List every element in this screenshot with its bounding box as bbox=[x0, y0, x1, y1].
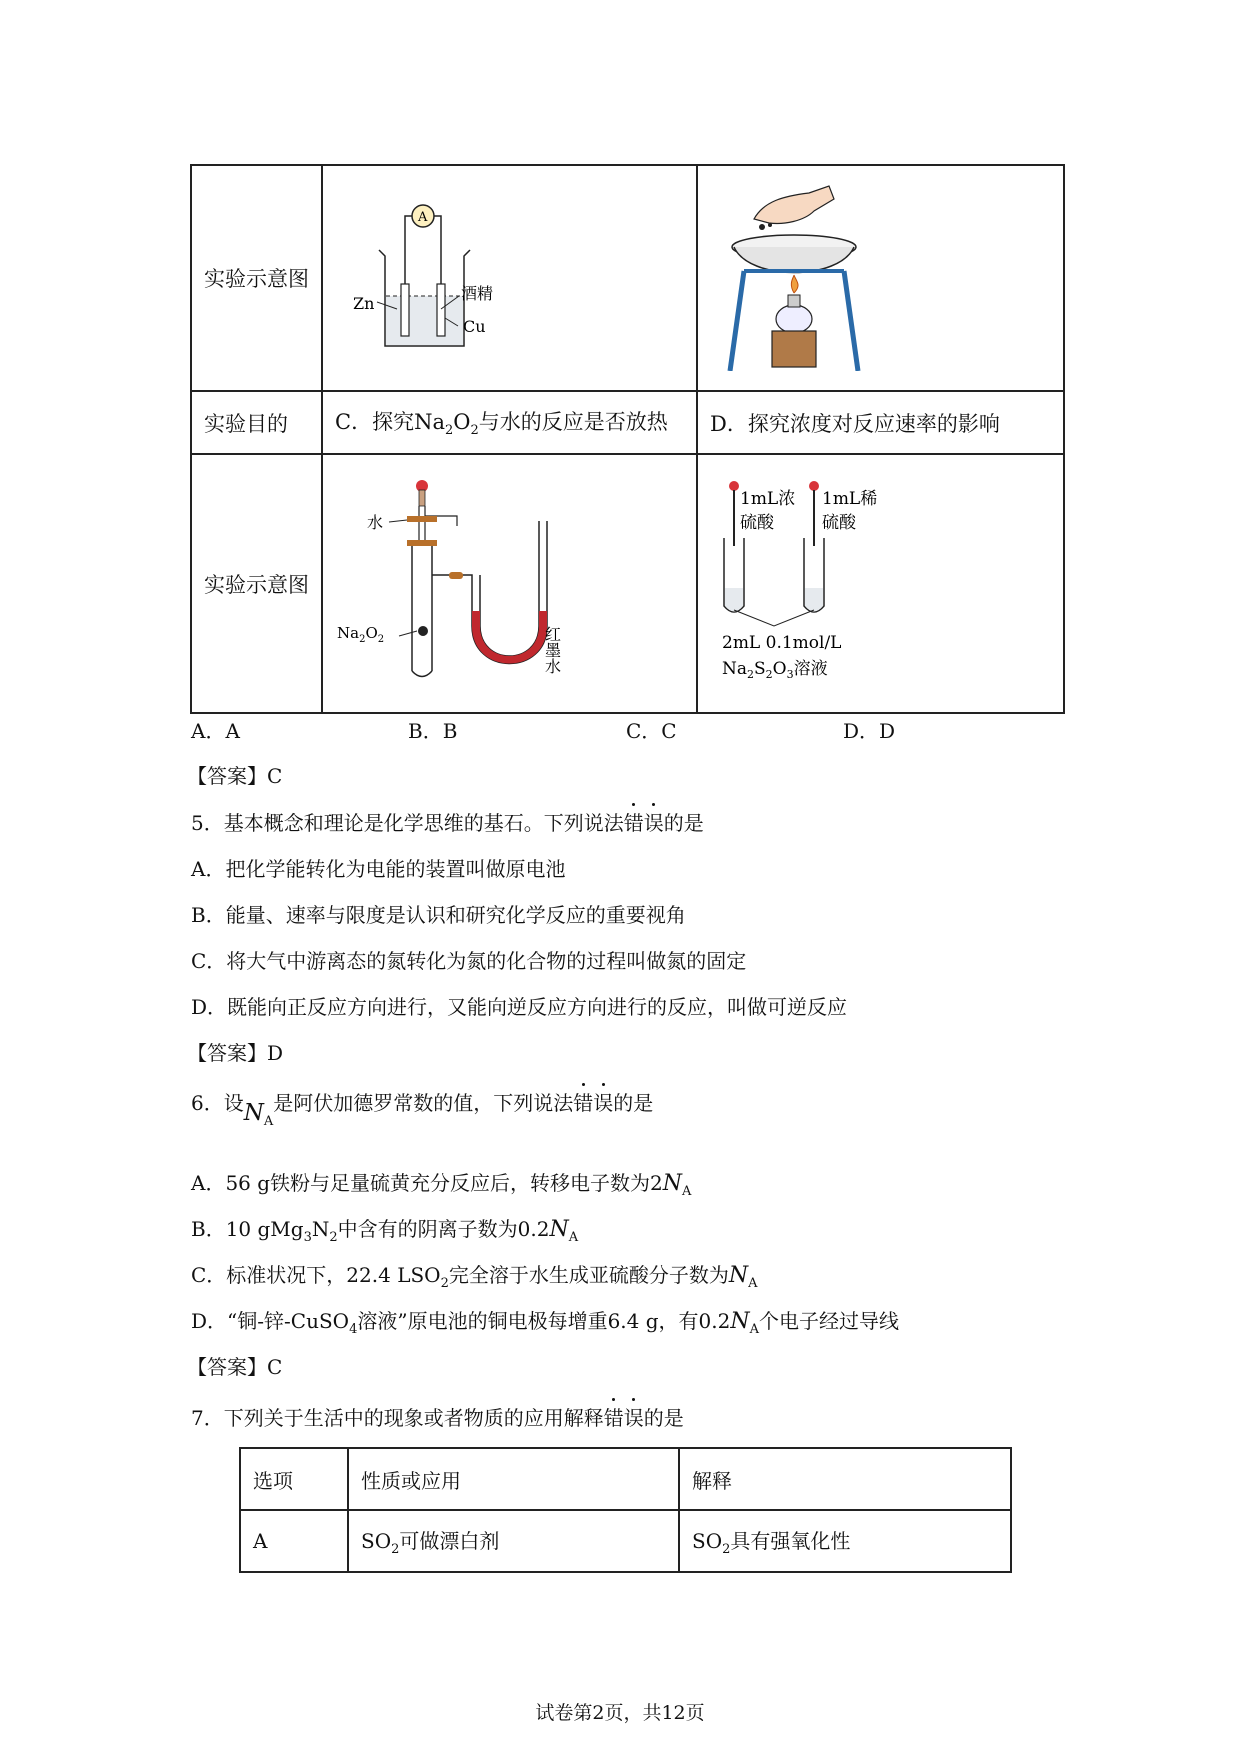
q6-stem: 6．设$N_A$是阿伏加德罗常数的值，下列说法错误的是 bbox=[191, 1091, 654, 1129]
row-a-explanation: $SO_2$具有强氧化性 bbox=[679, 1510, 1011, 1572]
purpose-d: D．探究浓度对反应速率的影响 bbox=[697, 391, 1064, 454]
explanation-table bbox=[239, 1447, 1012, 1573]
q6-option-c: C．标准状况下，22.4 $LSO_2$完全溶于水生成亚硫酸分子数为$N_A$ bbox=[191, 1263, 758, 1291]
q5-stem: 5．基本概念和理论是化学思维的基石。下列说法错误的是 bbox=[191, 811, 704, 835]
svg-text:A: A bbox=[418, 209, 428, 225]
answer-5: 【答案】D bbox=[187, 1041, 284, 1065]
page-footer: 试卷第2页，共12页 bbox=[535, 1702, 705, 1724]
svg-text:Na2O2: $Na_2O_2$ bbox=[337, 624, 385, 645]
svg-text:水: 水 bbox=[367, 513, 384, 532]
svg-text:红墨水: 红墨水 bbox=[542, 626, 562, 674]
answer-4: 【答案】C bbox=[187, 764, 283, 788]
figure-d-cell bbox=[697, 454, 1064, 713]
q5-option-b: B．能量、速率与限度是认识和研究化学反应的重要视角 bbox=[191, 903, 686, 927]
figure-a-cell bbox=[322, 165, 697, 391]
row-a-option: A bbox=[240, 1510, 348, 1572]
test-tubes-figure bbox=[714, 476, 914, 686]
evaporating-dish-figure bbox=[714, 181, 874, 371]
header-explanation: 解释 bbox=[679, 1448, 1011, 1510]
header-property: 性质或应用 bbox=[348, 1448, 679, 1510]
svg-text:硫酸: 硫酸 bbox=[740, 513, 774, 533]
q4-option-c: C．C bbox=[626, 719, 677, 743]
q4-option-b: B．B bbox=[408, 719, 458, 743]
row-label-purpose: 实验目的 bbox=[191, 391, 322, 454]
svg-text:硫酸: 硫酸 bbox=[822, 513, 856, 533]
figure-b-cell bbox=[697, 165, 1064, 391]
svg-text:1mL稀: 1mL稀 bbox=[822, 489, 878, 509]
na2o2-water-figure bbox=[337, 476, 577, 686]
galvanic-cell-figure bbox=[341, 196, 521, 356]
q5-option-d: D．既能向正反应方向进行，又能向逆反应方向进行的反应，叫做可逆反应 bbox=[191, 995, 848, 1019]
q6-option-d: D．“铜-锌-CuSO$_4$溶液”原电池的铜电极每增重6.4 g，有$0.2N_A$个电子经过导线 bbox=[191, 1309, 899, 1337]
row-a-use: $SO_2$可做漂白剂 bbox=[348, 1510, 679, 1572]
q5-option-c: C．将大气中游离态的氮转化为氮的化合物的过程叫做氮的固定 bbox=[191, 949, 747, 973]
answer-6: 【答案】C bbox=[187, 1355, 283, 1379]
q5-option-a: A．把化学能转化为电能的装置叫做原电池 bbox=[191, 857, 566, 881]
svg-text:2mL 0.1mol/L: 2mL 0.1mol/L bbox=[722, 633, 842, 653]
svg-text:Cu: Cu bbox=[463, 316, 486, 336]
svg-text:Na2S2O3溶液: $Na_2S_2O_3$溶液 bbox=[722, 659, 828, 681]
figure-c-cell bbox=[322, 454, 697, 713]
row-label-diagram: 实验示意图 bbox=[191, 165, 322, 391]
svg-text:酒精: 酒精 bbox=[461, 283, 494, 303]
row-label-diagram-2: 实验示意图 bbox=[191, 454, 322, 713]
svg-text:1mL浓: 1mL浓 bbox=[740, 489, 796, 509]
q4-option-d: D．D bbox=[843, 719, 896, 743]
purpose-c: C．探究$Na_2O_2$与水的反应是否放热 bbox=[322, 391, 697, 454]
q4-option-a: A．A bbox=[191, 719, 240, 743]
header-option: 选项 bbox=[240, 1448, 348, 1510]
q6-option-a: A．56 g铁粉与足量硫黄充分反应后，转移电子数为$2N_A$ bbox=[191, 1171, 692, 1199]
experiment-table bbox=[190, 164, 1065, 714]
q6-option-b: B．10 $gMg_3N_2$中含有的阴离子数为$0.2N_A$ bbox=[191, 1217, 579, 1245]
q7-stem: 7．下列关于生活中的现象或者物质的应用解释错误的是 bbox=[191, 1406, 684, 1430]
svg-text:Zn: Zn bbox=[353, 293, 375, 313]
